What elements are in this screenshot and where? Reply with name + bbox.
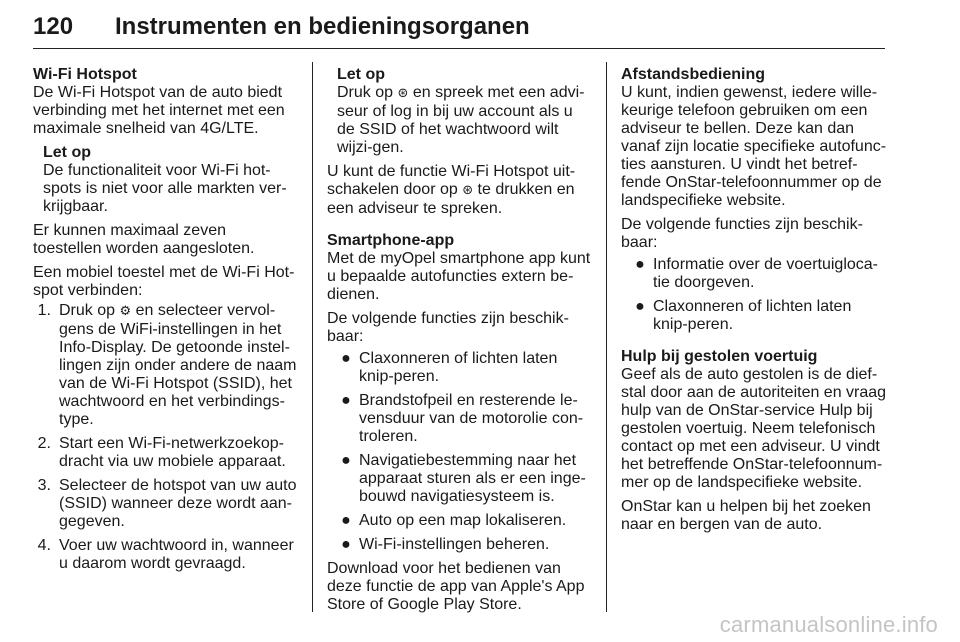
bullet-text: Wi-Fi-instellingen beheren. bbox=[359, 536, 550, 553]
paragraph-app: Met de myOpel smartphone app kunt u bepaalde autofuncties extern be-dienen. bbox=[327, 250, 591, 303]
paragraph-download: Download voor het bedienen van deze functie de app van Apple's App Store of Google Play Store. bbox=[327, 560, 585, 613]
list-item bbox=[621, 256, 887, 292]
page-header bbox=[33, 12, 885, 48]
paragraph-switch-off: U kunt de functie Wi-Fi Hotspot uit-schakelen door op ⊛ te drukken en een adviseur te spreken. bbox=[327, 163, 576, 217]
section-heading-wifi-hotspot: Wi-Fi Hotspot bbox=[33, 66, 137, 83]
note-text: De functionaliteit voor Wi-Fi hot-spots is niet voor alle markten ver-krijgbaar. bbox=[43, 162, 287, 215]
column-divider bbox=[312, 62, 313, 612]
column-2 bbox=[327, 66, 591, 620]
step-marker: 4. bbox=[37, 537, 51, 554]
list-item bbox=[33, 435, 297, 471]
bullet-text: Navigatiebestemming naar het apparaat sturen als er een inge-bouwd navigatiesysteem is. bbox=[359, 452, 586, 505]
paragraph-max-devices: Er kunnen maximaal zeven toestellen worden aangesloten. bbox=[33, 222, 255, 257]
onstar-button-icon: ⊛ bbox=[462, 183, 474, 198]
paragraph-functions: De volgende functies zijn beschik-baar: bbox=[327, 310, 569, 345]
bullet-icon: ● bbox=[341, 512, 351, 529]
note-box bbox=[327, 66, 591, 157]
bullet-icon: ● bbox=[635, 298, 645, 315]
list-item bbox=[327, 392, 591, 446]
paragraph-connect: Een mobiel toestel met de Wi-Fi Hot-spot verbinden: bbox=[33, 264, 295, 299]
page-number: 120 bbox=[33, 13, 74, 40]
list-item bbox=[33, 302, 297, 429]
step-text: Druk op ⚙ en selecteer vervol-gens de WiFi-instellingen in het Info-Display. De getoonde instel-lingen zijn onder andere de naam van de Wi-Fi Hotspot (SSID), het wachtwoord en het verbindings-type. bbox=[59, 302, 297, 428]
list-item bbox=[327, 452, 591, 506]
bullet-icon: ● bbox=[635, 256, 645, 273]
note-text: Druk op ⊛ en spreek met een advi-seur of log in bij uw account als u de SSID of het wachtwoord wilt wijzi-gen. bbox=[337, 84, 585, 156]
paragraph-intro: De Wi-Fi Hotspot van de auto biedt verbinding met het internet met een maximale snelheid van 4G/LTE. bbox=[33, 84, 285, 137]
column-1 bbox=[33, 66, 297, 579]
list-item bbox=[327, 512, 591, 530]
step-marker: 1. bbox=[37, 302, 51, 319]
header-divider bbox=[33, 48, 885, 49]
bullet-text: Claxonneren of lichten laten knip-peren. bbox=[359, 350, 558, 385]
note-heading: Let op bbox=[337, 66, 385, 83]
paragraph-remote: U kunt, indien gewenst, iedere wille-keurige telefoon gebruiken om een adviseur te bellen. Deze kan dan vanaf zijn locatie specifieke autofunc-ties aansturen. U vindt het betref-fende OnStar-telefoonnummer op de landspecifieke website. bbox=[621, 84, 887, 209]
paragraph-theft: Geef als de auto gestolen is de dief-stal door aan de autoriteiten en vraag hulp van de OnStar-service Hulp bij gestolen voertuig. Neem telefonisch contact op met een adviseur. U vindt het betreffende OnStar-telefoonnum-mer op de landspecifieke website. bbox=[621, 366, 887, 491]
column-3 bbox=[621, 66, 887, 540]
list-item bbox=[33, 537, 297, 573]
bullet-icon: ● bbox=[341, 536, 351, 553]
paragraph-onstar: OnStar kan u helpen bij het zoeken naar en bergen van de auto. bbox=[621, 498, 871, 533]
note-heading: Let op bbox=[43, 144, 91, 161]
step-text: Voer uw wachtwoord in, wanneer u daarom wordt gevraagd. bbox=[59, 537, 294, 572]
section-heading-smartphone-app: Smartphone-app bbox=[327, 232, 455, 249]
list-item bbox=[621, 298, 887, 334]
step-marker: 2. bbox=[37, 435, 51, 452]
page-title: Instrumenten en bedieningsorganen bbox=[115, 13, 530, 40]
onstar-button-icon: ⊛ bbox=[397, 86, 409, 101]
list-item bbox=[33, 477, 297, 531]
section-heading-remote: Afstandsbediening bbox=[621, 66, 766, 83]
paragraph-functions: De volgende functies zijn beschik-baar: bbox=[621, 216, 863, 251]
note-box bbox=[33, 144, 297, 216]
column-divider bbox=[606, 62, 607, 612]
bullet-icon: ● bbox=[341, 350, 351, 367]
bullet-text: Brandstofpeil en resterende le-vensduur van de motorolie con-troleren. bbox=[359, 392, 584, 445]
step-marker: 3. bbox=[37, 477, 51, 494]
list-item bbox=[327, 536, 591, 554]
section-heading-stolen-vehicle: Hulp bij gestolen voertuig bbox=[621, 348, 818, 365]
settings-icon: ⚙ bbox=[119, 304, 132, 319]
bullet-text: Claxonneren of lichten laten knip-peren. bbox=[653, 298, 852, 333]
step-text: Start een Wi-Fi-netwerkzoekop-dracht via uw mobiele apparaat. bbox=[59, 435, 286, 470]
step-text: Selecteer de hotspot van uw auto (SSID) wanneer deze wordt aan-gegeven. bbox=[59, 477, 297, 530]
bullet-icon: ● bbox=[341, 452, 351, 469]
list-item bbox=[327, 350, 591, 386]
watermark: carmanualsonline.info bbox=[719, 612, 938, 637]
bullet-text: Auto op een map lokaliseren. bbox=[359, 512, 567, 529]
bullet-icon: ● bbox=[341, 392, 351, 409]
bullet-text: Informatie over de voertuigloca-tie doorgeven. bbox=[653, 256, 878, 291]
